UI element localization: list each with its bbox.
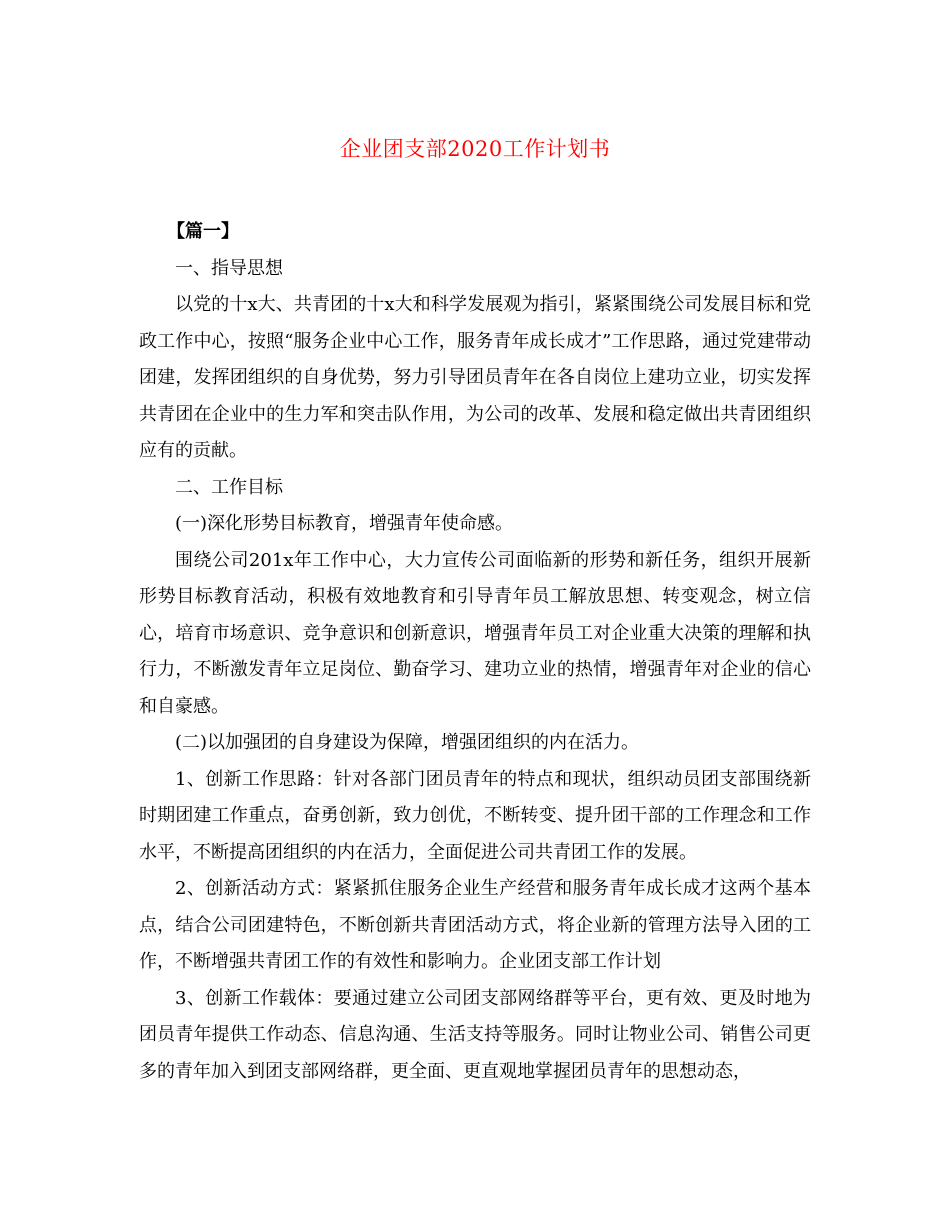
paragraph-goal-1: 围绕公司201x年工作中心，大力宣传公司面临新的形势和新任务，组织开展新形势目标教育活动，积极有效地教育和引导青年员工解放思想、转变观念，树立信心，培育市场意识、竞争意识和创新意识，增强青年员工对企业重大决策的理解和执行力，不断激发青年立足岗位、勤奋学习、建功立业的热情，增强青年对企业的信心和自豪感。 [139, 549, 811, 717]
document-title: 企业团支部2020工作计划书 [339, 137, 611, 161]
paragraph-innovate-carriers: 3、创新工作载体：要通过建立公司团支部网络群等平台，更有效、更及时地为团员青年提供工作动态、信息沟通、生活支持等服务。同时让物业公司、销售公司更多的青年加入到团支部网络群，更全面、更直观地掌握团员青年的思想动态， [139, 987, 811, 1082]
heading-guiding-thought: 一、指导思想 [175, 257, 283, 279]
subheading-goal-1: (一)深化形势目标教育，增强青年使命感。 [175, 513, 514, 534]
heading-work-goals: 二、工作目标 [175, 476, 283, 498]
paragraph-innovate-thinking: 1、创新工作思路：针对各部门团员青年的特点和现状，组织动员团支部围绕新时期团建工作重点，奋勇创新，致力创优，不断转变、提升团干部的工作理念和工作水平，不断提高团组织的内在活力，全面促进公司共青团工作的发展。 [139, 768, 811, 863]
section-tag: 【篇一】 [167, 221, 239, 242]
paragraph-guiding-thought: 以党的十x大、共青团的十x大和科学发展观为指引，紧紧围绕公司发展目标和党政工作中心，按照“服务企业中心工作，服务青年成长成才”工作思路，通过党建带动团建，发挥团组织的自身优势，努力引导团员青年在各自岗位上建功立业，切实发挥共青团在企业中的生力军和突击队作用，为公司的改革、发展和稳定做出共青团组织应有的贡献。 [139, 294, 811, 461]
document-body [139, 214, 811, 1090]
paragraph-innovate-activities: 2、创新活动方式：紧紧抓住服务企业生产经营和服务青年成长成才这两个基本点，结合公司团建特色，不断创新共青团活动方式，将企业新的管理方法导入团的工作，不断增强共青团工作的有效性和影响力。企业团支部工作计划 [139, 878, 811, 972]
subheading-goal-2: (二)以加强团的自身建设为保障，增强团组织的内在活力。 [175, 732, 640, 753]
